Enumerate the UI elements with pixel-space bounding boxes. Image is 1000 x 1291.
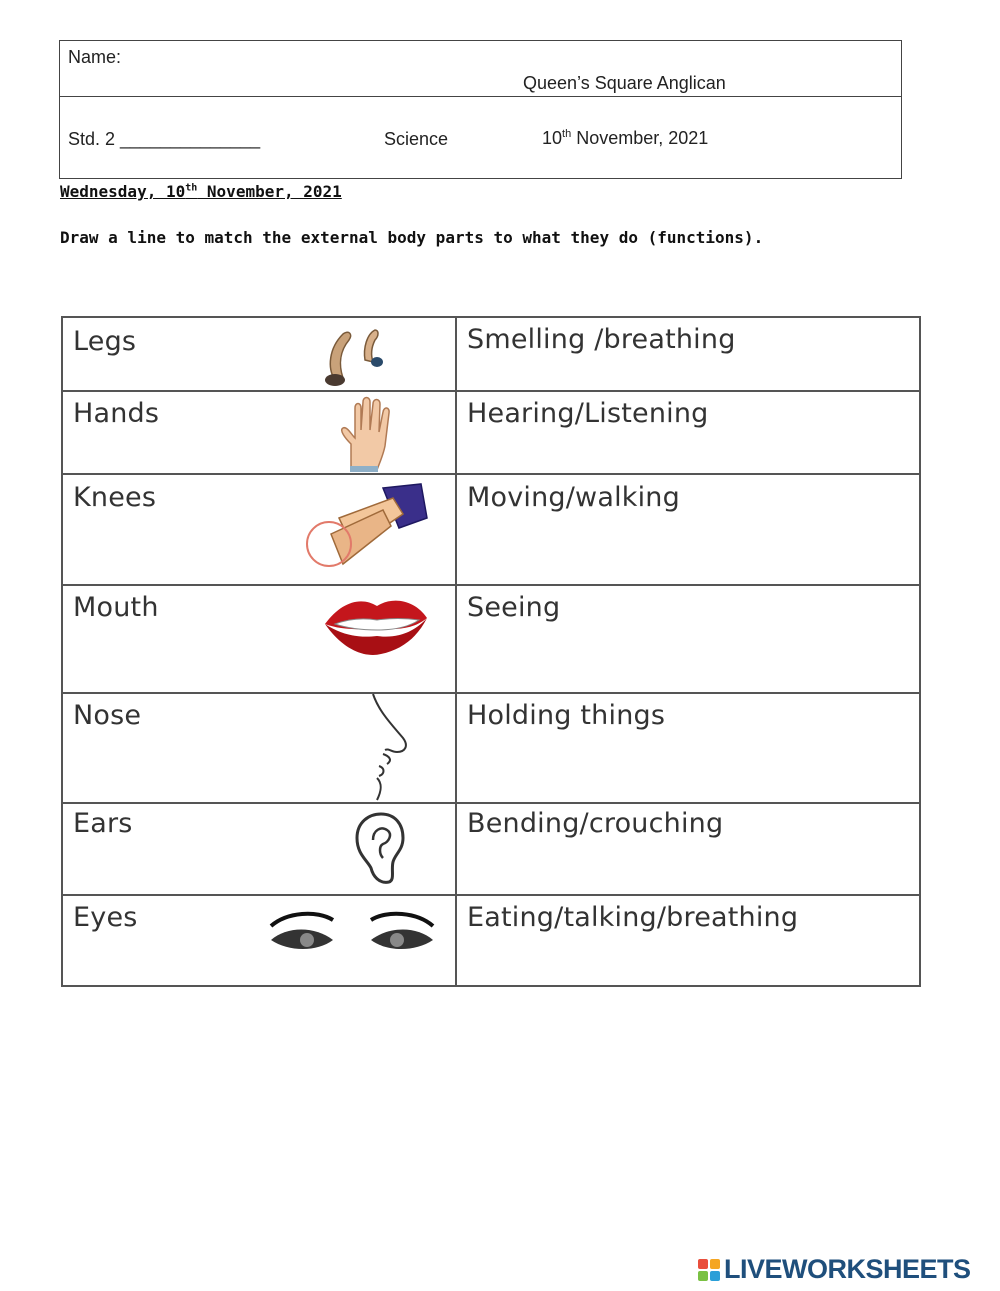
function-hearing[interactable]: Hearing/Listening bbox=[467, 398, 709, 429]
part-hands[interactable]: Hands bbox=[73, 398, 160, 429]
date-rest: November, 2021 bbox=[571, 128, 709, 148]
name-label: Name: bbox=[68, 47, 122, 67]
date-sup: th bbox=[562, 128, 572, 140]
liveworksheets-logo-icon bbox=[698, 1259, 720, 1281]
row-divider bbox=[63, 692, 919, 694]
function-holding[interactable]: Holding things bbox=[467, 700, 666, 731]
function-seeing[interactable]: Seeing bbox=[467, 592, 561, 623]
brand-name: LIVEWORKSHEETS bbox=[724, 1254, 971, 1284]
subtitle-sup: th bbox=[185, 182, 198, 194]
nose-picture bbox=[353, 692, 423, 802]
header-box bbox=[59, 40, 902, 179]
part-knees[interactable]: Knees bbox=[73, 482, 157, 513]
instruction-text: Draw a line to match the external body parts to what they do (functions). bbox=[60, 228, 764, 247]
row-divider bbox=[63, 894, 919, 896]
row-divider bbox=[63, 390, 919, 392]
header-divider bbox=[60, 96, 901, 97]
hand-picture bbox=[333, 394, 403, 474]
school-name: Queen’s Square Anglican bbox=[523, 73, 726, 93]
logo-square bbox=[710, 1259, 720, 1269]
column-divider bbox=[455, 318, 457, 985]
subject-label: Science bbox=[384, 129, 449, 149]
worksheet-date-title bbox=[60, 182, 342, 201]
liveworksheets-brand bbox=[698, 1254, 971, 1285]
part-legs[interactable]: Legs bbox=[73, 326, 137, 357]
function-smelling[interactable]: Smelling /breathing bbox=[467, 324, 736, 355]
part-ears[interactable]: Ears bbox=[73, 808, 133, 839]
eyes-picture bbox=[267, 906, 437, 966]
date-day: 10 bbox=[542, 128, 563, 148]
matching-table bbox=[61, 316, 921, 987]
logo-square bbox=[698, 1259, 708, 1269]
logo-square bbox=[698, 1271, 708, 1281]
row-divider bbox=[63, 473, 919, 475]
std-label: Std. 2 ______________ bbox=[68, 129, 261, 149]
subtitle-prefix: Wednesday, 10 bbox=[60, 182, 186, 201]
mouth-picture bbox=[321, 588, 431, 668]
subtitle-suffix: November, 2021 bbox=[197, 182, 342, 201]
header-date bbox=[542, 128, 708, 149]
legs-picture bbox=[313, 320, 393, 390]
function-bending[interactable]: Bending/crouching bbox=[467, 808, 724, 839]
row-divider bbox=[63, 584, 919, 586]
part-nose[interactable]: Nose bbox=[73, 700, 142, 731]
ear-picture bbox=[349, 810, 409, 890]
function-moving[interactable]: Moving/walking bbox=[467, 482, 680, 513]
logo-square bbox=[710, 1271, 720, 1281]
knees-picture bbox=[303, 478, 433, 578]
row-divider bbox=[63, 802, 919, 804]
part-eyes[interactable]: Eyes bbox=[73, 902, 138, 933]
part-mouth[interactable]: Mouth bbox=[73, 592, 159, 623]
function-eating[interactable]: Eating/talking/breathing bbox=[467, 902, 799, 933]
